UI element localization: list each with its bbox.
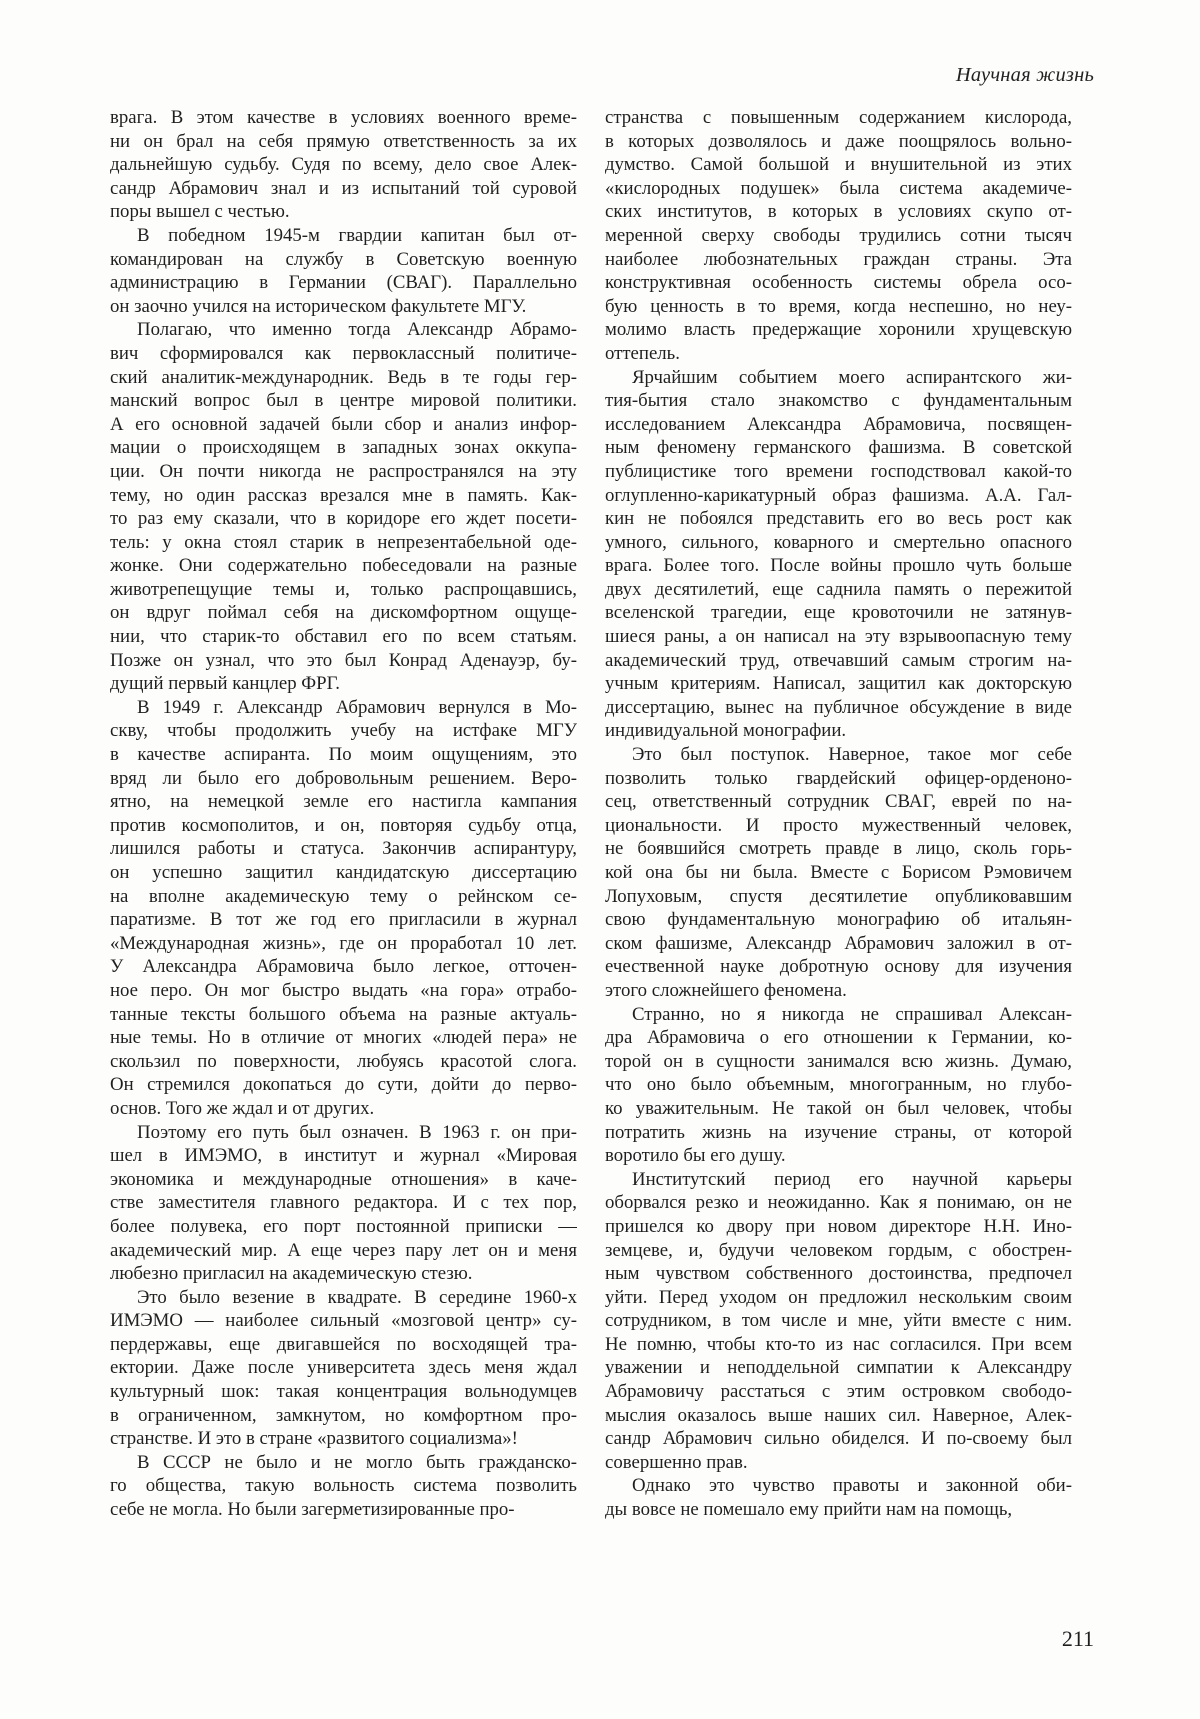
text-line: У Александра Абрамовича было легкое, отточен- (110, 956, 577, 978)
text-line: позволить только гвардейский офицер-орденоно- (605, 767, 1072, 789)
paragraph (605, 366, 1072, 744)
text-line: он успешно защитил кандидатскую диссертацию (110, 862, 577, 883)
text-line: А его основной задачей были сбор и анализ инфор- (110, 413, 577, 435)
text-line: в которых дозволялось и даже поощрялось вольно- (605, 130, 1072, 152)
text-line: себе не могла. Но были загерметизированные про- (110, 1499, 515, 1521)
text-line: любезно пригласил на академическую стезю. (110, 1263, 473, 1285)
text-line: молимо власть предержащие хоронили хрущевскую (605, 319, 1072, 341)
paragraph (110, 1451, 577, 1522)
text-line: наиболее любознательных граждан страны. Эта (605, 248, 1072, 270)
paragraph (605, 106, 1072, 366)
paragraph (605, 1168, 1072, 1475)
text-line: мации о происходящем в западных зонах оккупа- (110, 437, 577, 459)
right-column (605, 106, 1072, 1522)
text-line: он заочно учился на историческом факультете МГУ. (110, 295, 527, 317)
text-line: основ. Того же ждал и от других. (110, 1097, 375, 1119)
text-line: ечественной науке добротную основу для изучения (605, 956, 1072, 978)
text-line: Однако это чувство правоты и законной оби- (632, 1475, 1072, 1497)
text-line: что оно было объемным, многогранным, но глубо- (605, 1074, 1072, 1096)
text-line: ятно, на немецкой земле его настигла кампания (110, 791, 577, 813)
text-line: ектории. Даже после университета здесь меня ждал (110, 1357, 577, 1379)
text-line: Поэтому его путь был означен. В 1963 г. он при- (137, 1121, 577, 1143)
text-line: умного, сильного, коварного и смертельно опасного (605, 531, 1072, 553)
text-line: сец, ответственный сотрудник СВАГ, еврей по на- (605, 791, 1072, 813)
text-line: Абрамовичу расстаться с этим островком свободо- (605, 1381, 1072, 1403)
text-line: дра Абрамовича о его отношении к Германии, ко- (605, 1027, 1072, 1049)
text-line: командирован на службу в Советскую военную (110, 248, 577, 270)
text-line: публицистике того времени господствовал какой-то (605, 460, 1072, 482)
text-line: поры вышел с честью. (110, 201, 290, 223)
text-line: двух десятилетий, еще саднила память о пережитой (605, 578, 1072, 600)
text-line: в качестве аспиранта. По моим ощущениям, это (110, 744, 577, 766)
text-line: оттепель. (605, 342, 680, 364)
text-line: Странно, но я никогда не спрашивал Алексан- (632, 1003, 1072, 1025)
text-line: манский вопрос был в центре мировой политики. (110, 390, 577, 412)
text-line: диссертацию, вынес на публичное обсуждение в виде (605, 696, 1072, 718)
paragraph (605, 1003, 1072, 1168)
text-line: нии, что старик-то обставил его по всем статьям. (110, 626, 577, 648)
text-line: врага. Более того. После войны прошло чуть больше (605, 555, 1072, 577)
text-line: он вдруг поймал себя на дискомфортном ощуще- (110, 602, 577, 624)
text-line: администрацию в Германии (СВАГ). Параллельно (110, 272, 577, 294)
text-line: не боявшийся смотреть правде в лицо, сколь горь- (605, 838, 1072, 860)
text-line: свою фундаментальную монографию об итальян- (605, 909, 1072, 931)
text-line: странства с повышенным содержанием кислорода, (605, 107, 1072, 128)
text-line: Не помню, чтобы кто-то из нас согласился. При всем (605, 1333, 1072, 1355)
text-line: кой она бы ни была. Вместе с Борисом Рэмовичем (605, 862, 1072, 883)
text-line: конструктивная особенность системы обрела осо- (605, 272, 1072, 294)
text-line: стве заместителя главного редактора. И с тех пор, (110, 1192, 577, 1214)
text-line: вряд ли было его добровольным решением. Веро- (110, 767, 577, 789)
text-line: шиеся раны, а он написал на эту взрывоопасную тему (605, 626, 1072, 648)
text-line: жонке. Они содержательно побеседовали на разные (110, 555, 577, 577)
text-line: сандр Абрамович сильно обиделся. И по-своему был (605, 1428, 1072, 1450)
text-line: ко уважительным. Не такой он был человек, чтобы (605, 1097, 1072, 1119)
paragraph (110, 696, 577, 1121)
text-line: «Международная жизнь», где он проработал 10 лет. (110, 932, 577, 954)
text-line: оборвался резко и неожиданно. Как я понимаю, он не (605, 1192, 1072, 1214)
text-line: Это было везение в квадрате. В середине 1960-х (137, 1286, 577, 1308)
text-line: ский аналитик-международник. Ведь в те годы гер- (110, 366, 577, 388)
text-line: сандр Абрамович знал и из испытаний той суровой (110, 177, 577, 199)
text-line: экономика и международные отношения» в каче- (110, 1168, 577, 1190)
paragraph (110, 106, 577, 224)
text-line: скву, чтобы продолжить учебу на истфаке МГУ (110, 720, 577, 742)
text-line: тему, но один рассказ врезался мне в память. Как- (110, 484, 577, 506)
text-line: танные тексты большого объема на разные актуаль- (110, 1003, 577, 1025)
text-line: ное перо. Он мог быстро выдать «на гора» отрабо- (110, 979, 577, 1001)
text-line: то раз ему сказали, что в коридоре его ждет посети- (110, 508, 577, 530)
text-line: этого сложнейшего феномена. (605, 979, 847, 1001)
text-line: го общества, такую вольность система позволить (110, 1475, 577, 1497)
text-line: странстве. И это в стране «развитого социализма»! (110, 1428, 518, 1450)
text-line: тия-бытия стало знакомство с фундаментальным (605, 390, 1072, 412)
text-line: более полувека, его порт постоянной приписки — (110, 1215, 577, 1237)
text-line: ным феномену германского фашизма. В советской (605, 437, 1072, 459)
text-line: В победном 1945-м гвардии капитан был от- (137, 224, 577, 246)
text-line: дущий первый канцлер ФРГ. (110, 673, 341, 695)
paragraph (110, 1286, 577, 1451)
text-line: шел в ИМЭМО, в институт и журнал «Мировая (110, 1145, 577, 1167)
text-line: в ограниченном, замкнутом, но комфортном про- (110, 1404, 577, 1426)
text-line: дальнейшую судьбу. Судя по всему, дело свое Алек- (110, 154, 577, 176)
page-footer (1062, 1626, 1094, 1652)
text-line: потратить жизнь на изучение страны, от которой (605, 1121, 1072, 1143)
text-line: бую ценность в то время, когда неспешно, но неу- (605, 295, 1072, 317)
text-line: учным критериям. Написал, защитил как докторскую (605, 673, 1072, 695)
text-line: меренной сверху свободы трудились сотни тысяч (605, 224, 1072, 246)
paragraph (110, 318, 577, 696)
running-head (956, 64, 1094, 87)
text-line: паратизме. В тот же год его пригласили в журнал (110, 909, 577, 931)
text-line: торой он в сущности занимался всю жизнь. Думаю, (605, 1050, 1072, 1072)
text-line: на вполне академическую тему о рейнском се- (110, 885, 577, 907)
text-line: В СССР не было и не могло быть гражданско- (137, 1451, 577, 1473)
text-line: академический мир. А еще через пару лет он и меня (110, 1239, 577, 1261)
text-line: мыслия оказалось выше наших сил. Наверное, Алек- (605, 1404, 1072, 1426)
text-line: В 1949 г. Александр Абрамович вернулся в Мо- (137, 696, 577, 718)
text-line: земцеве, и, будучи человеком гордым, с обострен- (605, 1239, 1072, 1261)
text-line: вселенской трагедии, еще кровоточили не затянув- (605, 602, 1072, 624)
text-line: врага. В этом качестве в условиях военного време- (110, 107, 577, 128)
text-line: ные темы. Но в отличие от многих «людей пера» не (110, 1027, 577, 1049)
text-line: ском фашизме, Александр Абрамович заложил в от- (605, 932, 1072, 954)
text-line: ным чувством собственного достоинства, предпочел (605, 1263, 1072, 1285)
text-line: пришелся ко двору при новом директоре Н.Н. Ино- (605, 1215, 1072, 1237)
text-line: лишился работы и статуса. Закончив аспирантуру, (110, 838, 577, 860)
left-column (110, 106, 577, 1522)
text-line: уважении и неподдельной симпатии к Александру (605, 1357, 1072, 1379)
text-line: Это был поступок. Наверное, такое мог себе (632, 744, 1072, 766)
text-line: ИМЭМО — наиболее сильный «мозговой центр» су- (110, 1310, 577, 1332)
paragraph (605, 743, 1072, 1003)
text-line: оглупленно-карикатурный образ фашизма. А.А. Гал- (605, 484, 1072, 506)
paragraph (605, 1474, 1072, 1521)
text-line: Ярчайшим событием моего аспирантского жи- (632, 366, 1072, 388)
text-line: Лопуховым, спустя десятилетие опубликовавшим (605, 885, 1072, 907)
text-line: кин не побоялся представить его во весь рост как (605, 508, 1072, 530)
page-number: 211 (1061, 1626, 1094, 1651)
text-line: академический труд, отвечавший самым строгим на- (605, 649, 1072, 671)
text-line: вич сформировался как первоклассный политиче- (110, 342, 577, 364)
text-line: сотрудником, в том числе и мне, уйти вместе с ним. (605, 1310, 1072, 1332)
text-line: животрепещущие темы и, только распрощавшись, (110, 578, 577, 600)
text-line: пердержавы, еще двигавшейся по восходящей тра- (110, 1333, 577, 1355)
running-head-text: Научная жизнь (955, 64, 1094, 86)
text-line: думство. Самой большой и внушительной из этих (605, 154, 1072, 176)
text-line: культурный шок: такая концентрация вольнодумцев (110, 1381, 577, 1403)
text-line: Позже он узнал, что это был Конрад Аденауэр, бу- (110, 649, 577, 671)
text-line: Полагаю, что именно тогда Александр Абрамо- (137, 319, 577, 341)
text-line: ции. Он почти никогда не распространялся на эту (110, 460, 577, 482)
text-line: уйти. Перед уходом он предложил нескольким своим (605, 1286, 1072, 1308)
text-line: ских институтов, в которых в условиях скупо от- (605, 201, 1072, 223)
text-line: «кислородных подушек» была система академиче- (605, 177, 1072, 199)
text-line: Институтский период его научной карьеры (632, 1168, 1072, 1190)
text-line: исследованием Александра Абрамовича, посвящен- (605, 413, 1072, 435)
paragraph (110, 1121, 577, 1286)
text-line: совершенно прав. (605, 1451, 748, 1473)
text-line: ни он брал на себя прямую ответственность за их (110, 130, 577, 152)
text-columns (110, 106, 1072, 1522)
text-line: индивидуальной монографии. (605, 720, 847, 742)
text-line: тель: у окна стоял старик в непрезентабельной оде- (110, 531, 577, 553)
text-line: ды вовсе не помешало ему прийти нам на помощь, (605, 1499, 1013, 1521)
paragraph (110, 224, 577, 318)
text-line: скользил по поверхности, любуясь красотой слога. (110, 1050, 577, 1072)
text-line: циональности. И просто мужественный человек, (605, 814, 1072, 836)
text-line: против космополитов, и он, повторяя судьбу отца, (110, 814, 577, 836)
text-line: воротило бы его душу. (605, 1145, 786, 1167)
text-line: Он стремился докопаться до сути, дойти до перво- (110, 1074, 577, 1096)
